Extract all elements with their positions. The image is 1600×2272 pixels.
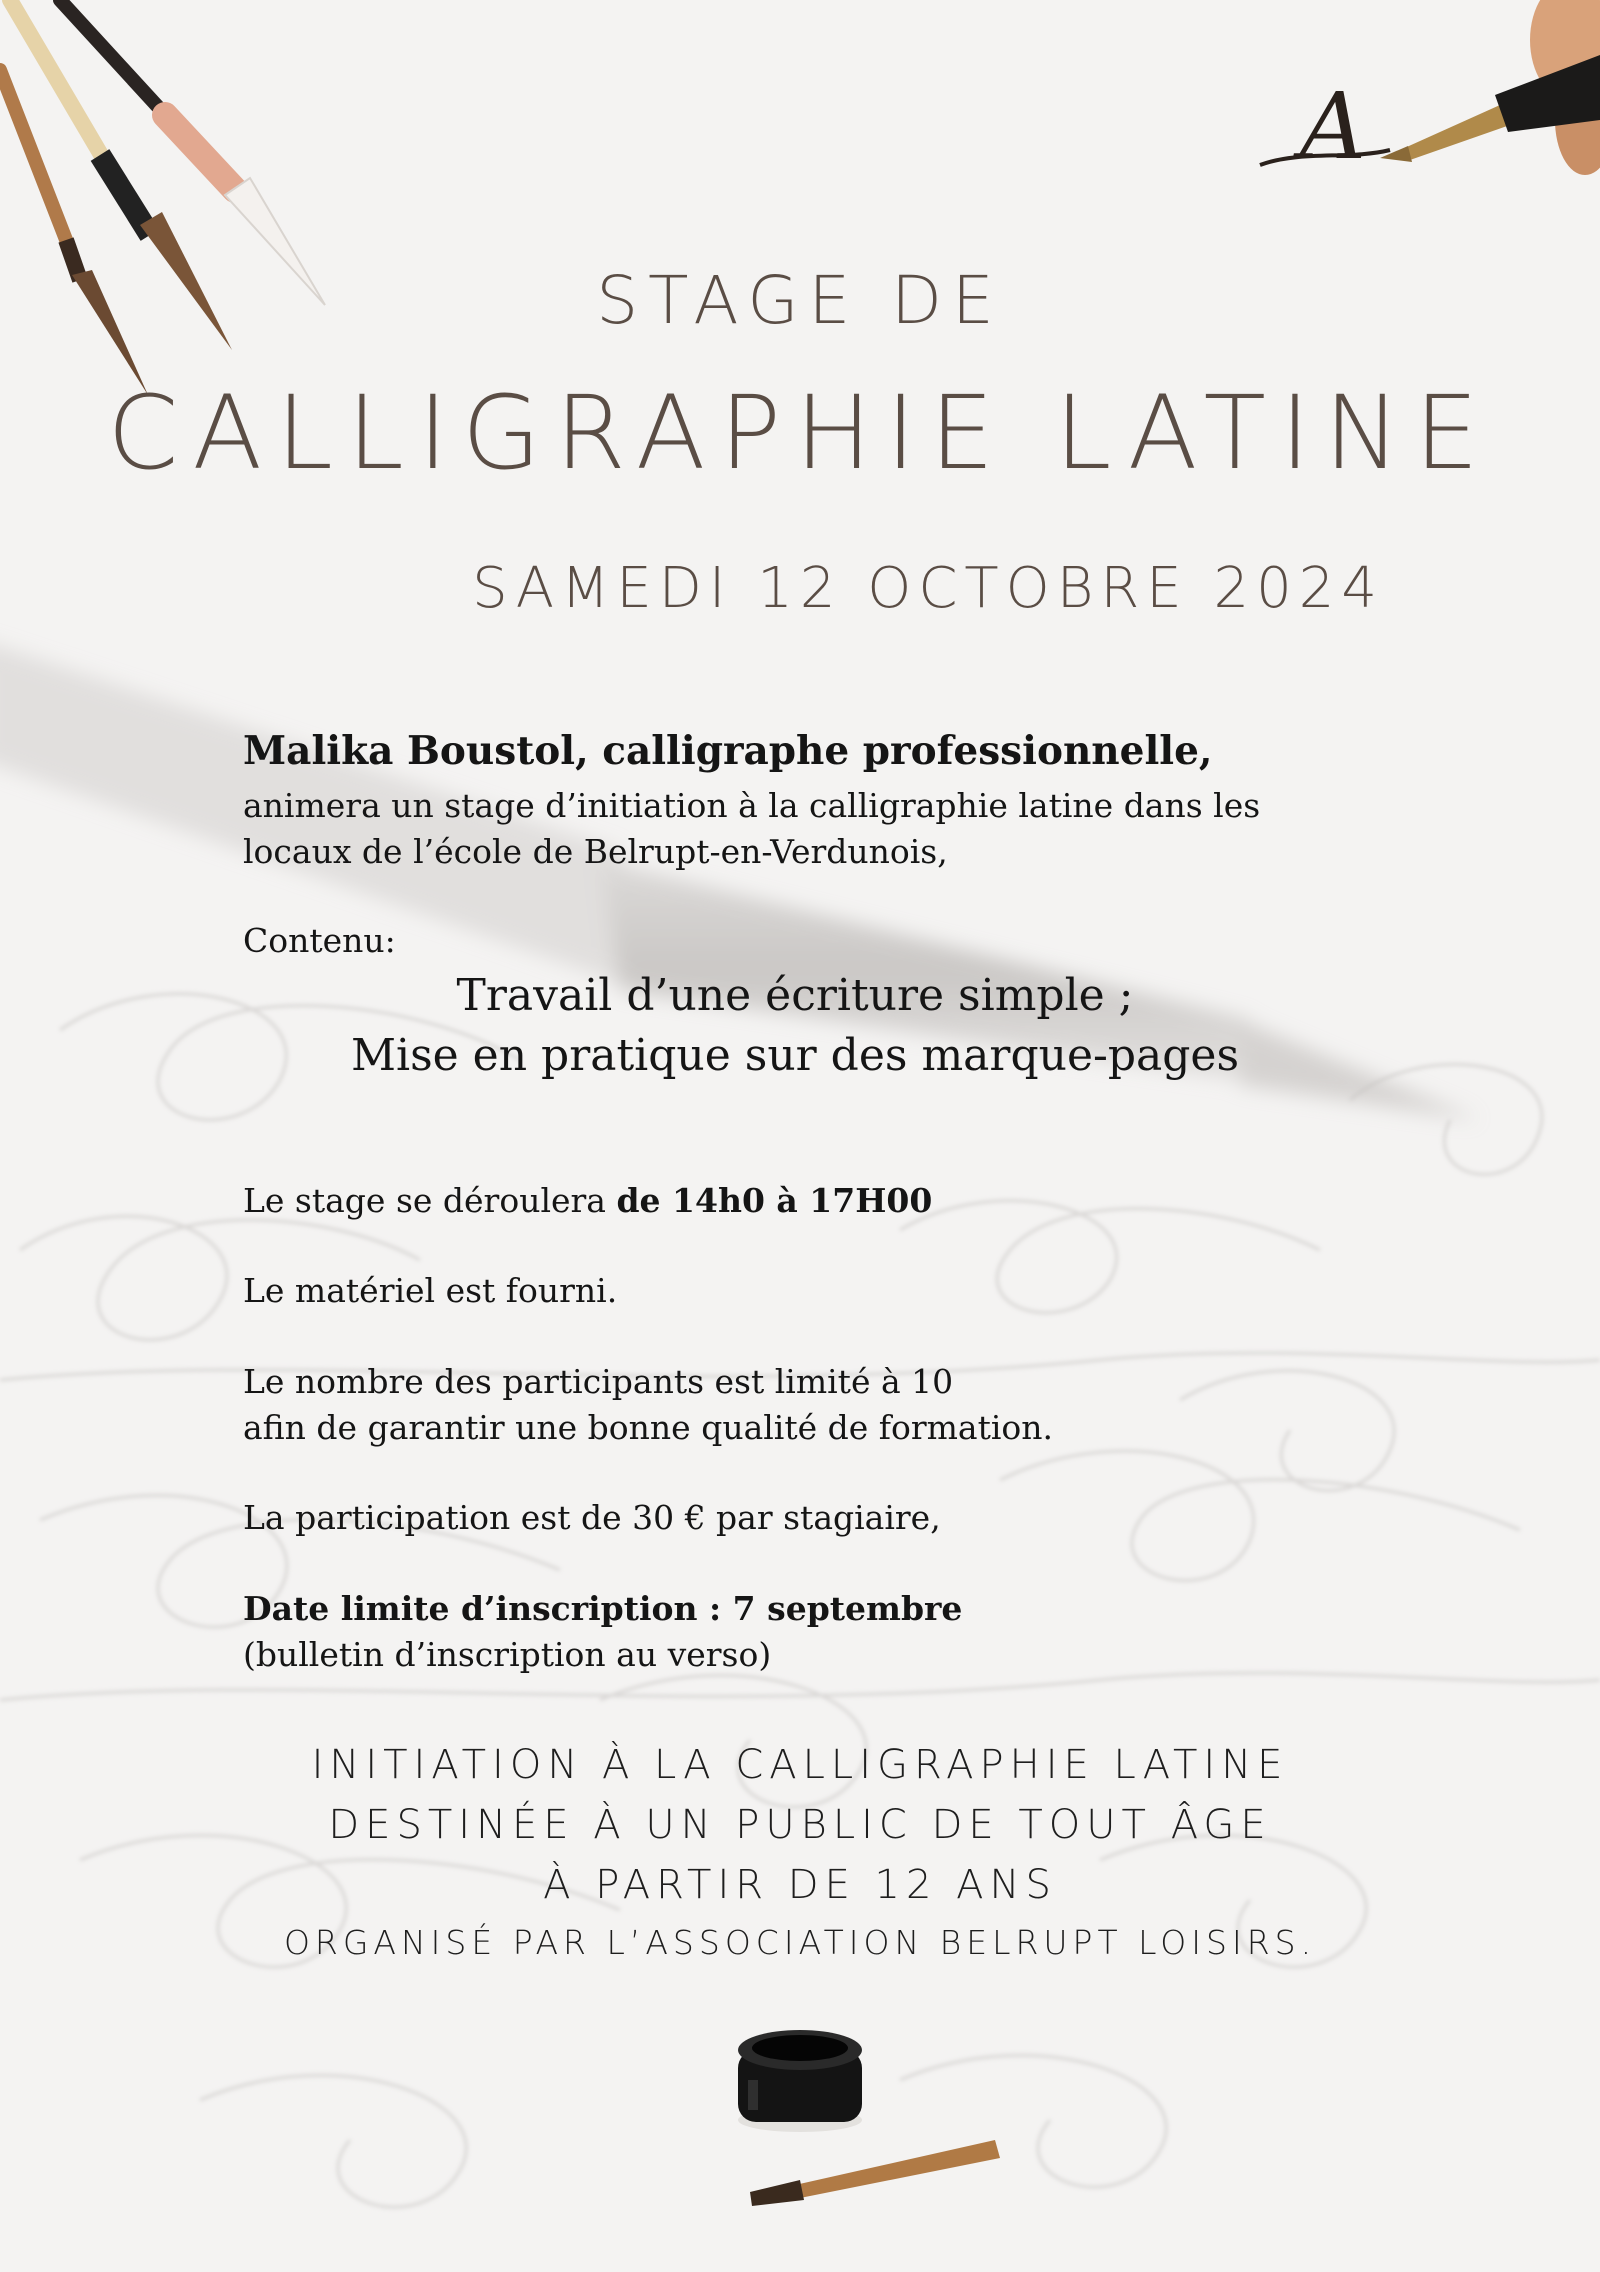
footer-line-2: DESTINÉE À UN PUBLIC DE TOUT ÂGE	[328, 1802, 1272, 1848]
schedule-prefix: Le stage se déroulera	[243, 1181, 617, 1220]
ink-pot-illustration	[690, 2010, 1010, 2210]
schedule-line	[243, 1178, 1443, 1224]
content-label: Contenu:	[243, 921, 396, 960]
deadline-note: (bulletin d’inscription au verso)	[243, 1635, 772, 1674]
speaker-line: Malika Boustol, calligraphe professionnelle,	[243, 728, 1213, 774]
header-subtitle: STAGE DE	[596, 262, 1004, 339]
material-line: Le matériel est fourni.	[243, 1271, 618, 1310]
logo-letter: A	[1300, 73, 1367, 180]
page-title: CALLIGRAPHIE LATINE	[107, 374, 1493, 493]
footer-organizer: ORGANISÉ PAR L’ASSOCIATION BELRUPT LOISIRS.	[283, 1923, 1317, 1962]
deadline-label: Date limite d’inscription : 7 septembre	[243, 1589, 963, 1628]
intro-line-2: locaux de l’école de Belrupt-en-Verdunois,	[243, 832, 948, 871]
fountain-pen-illustration	[1240, 0, 1600, 220]
participants-line-2: afin de garantir une bonne qualité de formation.	[243, 1408, 1054, 1447]
event-date: SAMEDI 12 OCTOBRE 2024	[472, 556, 1384, 621]
brushes-illustration	[0, 0, 340, 420]
intro-line-1: animera un stage d’initiation à la calligraphie latine dans les	[243, 786, 1261, 825]
price-line: La participation est de 30 € par stagiaire,	[243, 1498, 941, 1537]
footer-line-1: INITIATION À LA CALLIGRAPHIE LATINE	[311, 1742, 1289, 1788]
participants-line-1: Le nombre des participants est limité à 10	[243, 1362, 954, 1401]
content-item-2: Mise en pratique sur des marque-pages	[350, 1030, 1240, 1081]
content-item-1: Travail d’une écriture simple ;	[456, 970, 1134, 1021]
schedule-hours: de 14h0 à 17H00	[616, 1181, 933, 1220]
footer-line-3: À PARTIR DE 12 ANS	[543, 1862, 1057, 1908]
